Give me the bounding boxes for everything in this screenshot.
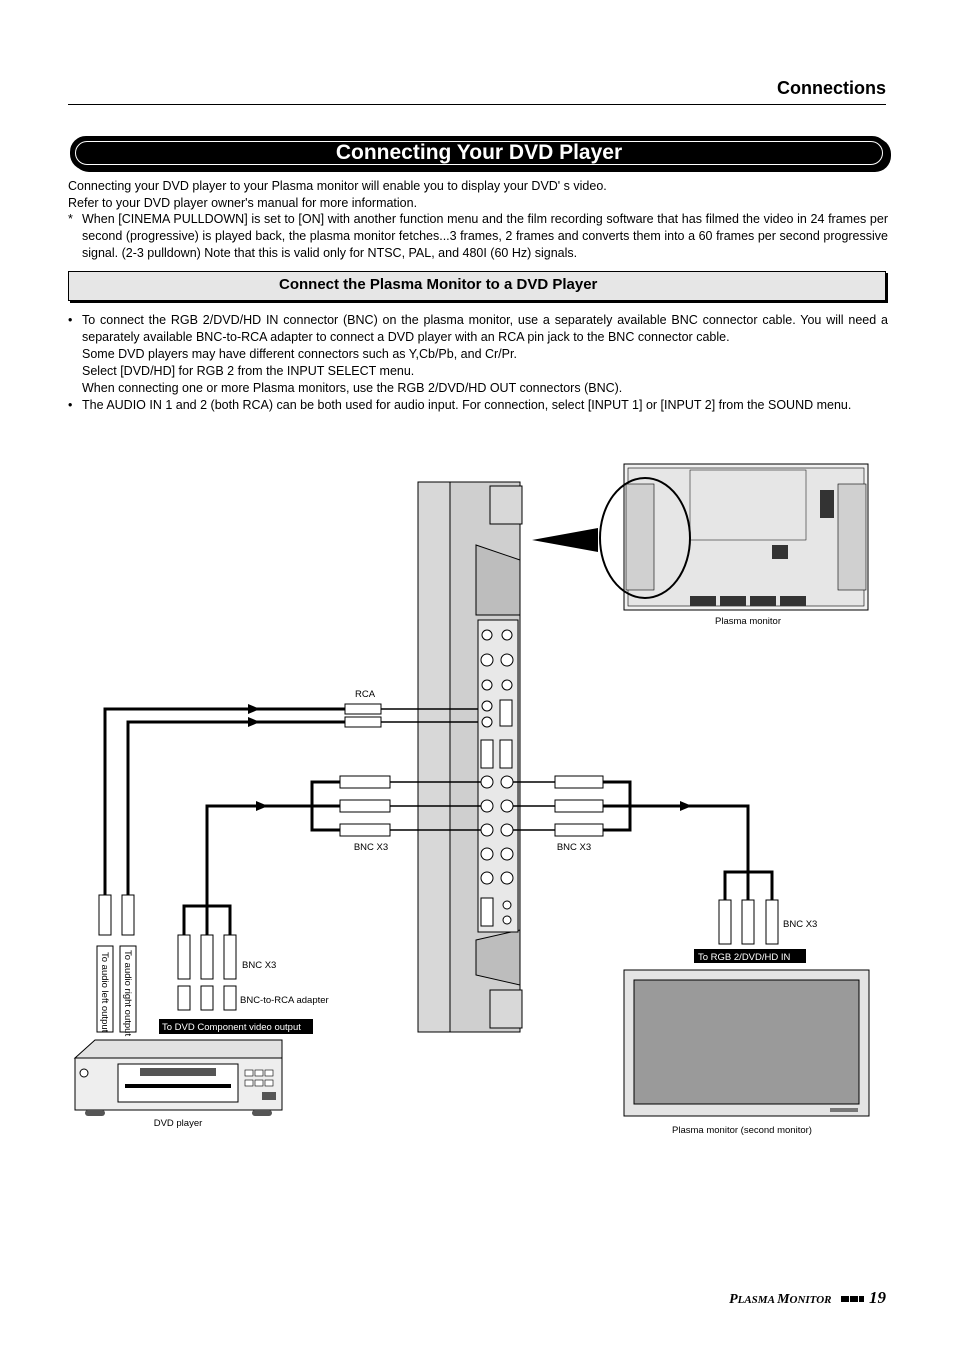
bullet-marker: •: [68, 313, 73, 327]
bullet-marker: •: [68, 398, 73, 412]
label-bnc-second: BNC X3: [783, 919, 818, 930]
label-plasma-monitor: Plasma monitor: [715, 616, 781, 627]
note-text: When [CINEMA PULLDOWN] is set to [ON] with another function menu and the film recording software that has filmed the video in 24 frames per second (progressive) is played back, the plasma monitor fetches...3 frames, 2 frames and converts them into a 60 frames per second progressive signal. (2-3 pulldown) Note that this is valid only for NTSC, PAL, and 480I (60 Hz) signals.: [82, 212, 888, 260]
footer-decoration-icon: [841, 1292, 865, 1307]
footer-product-initial-m: M: [777, 1292, 790, 1307]
label-bnc-right: BNC X3: [556, 842, 592, 853]
subsection-banner: [68, 271, 886, 301]
label-adapter: BNC-to-RCA adapter: [240, 995, 329, 1006]
header-rule: [68, 104, 886, 105]
label-rgb-in: To RGB 2/DVD/HD IN: [698, 952, 791, 963]
bnc-plugs-right: [555, 776, 603, 836]
footer-product-initial-p: P: [729, 1292, 738, 1307]
video-arrow-right: [680, 801, 692, 811]
footer-product-rest-1: LASMA: [737, 1294, 778, 1306]
connection-diagram: [0, 440, 954, 1160]
label-audio-left: To audio left output: [99, 952, 110, 1033]
bnc-plugs-second: [719, 900, 778, 944]
second-monitor: [624, 970, 869, 1116]
label-rca: RCA: [354, 689, 376, 700]
bnc-plugs-left: [340, 776, 390, 836]
intro-line-2: Refer to your DVD player owner's manual for more information.: [68, 196, 418, 210]
intro-line-1: Connecting your DVD player to your Plasma monitor will enable you to display your DVD' s video.: [68, 179, 607, 193]
bnc-plugs-dvd: [178, 935, 236, 1010]
page-title: Connecting Your DVD Player: [335, 141, 623, 164]
intro-note: [68, 211, 888, 262]
plasma-monitor-rear-view: [532, 464, 868, 610]
footer-product-rest-2: ONITOR: [789, 1294, 832, 1306]
label-second-monitor: Plasma monitor (second monitor): [672, 1125, 812, 1136]
video-cables-out: [603, 782, 772, 900]
page-footer: [729, 1288, 886, 1308]
bullet-text: The AUDIO IN 1 and 2 (both RCA) can be both used for audio input. For connection, select [INPUT 1] or [INPUT 2] from the SOUND menu.: [82, 398, 852, 412]
bullet-item: [68, 312, 888, 397]
bullet-text: Select [DVD/HD] for RGB 2 from the INPUT SELECT menu.: [82, 364, 415, 378]
bullet-text: To connect the RGB 2/DVD/HD IN connector (BNC) on the plasma monitor, use a separately available BNC connector cable. You will need a separately available BNC-to-RCA adapter to connect a DVD player with an RCA pin jack to the BNC connector cable.: [82, 313, 888, 344]
bullet-item: [68, 397, 888, 414]
note-asterisk: *: [68, 212, 73, 226]
bullet-text: When connecting one or more Plasma monitors, use the RGB 2/DVD/HD OUT connectors (BNC).: [82, 381, 623, 395]
subsection-title: Connect the Plasma Monitor to a DVD Player: [279, 276, 598, 293]
section-header: Connections: [776, 78, 886, 98]
label-dvd-component: To DVD Component video output: [162, 1022, 301, 1033]
dvd-player: [75, 1040, 282, 1116]
page-number: 19: [869, 1288, 886, 1307]
audio-plug-ends: [99, 895, 134, 935]
label-bnc-dvd: BNC X3: [242, 960, 277, 971]
label-bnc-left: BNC X3: [353, 842, 389, 853]
video-arrow-left: [256, 801, 268, 811]
plasma-monitor-side-view: [418, 482, 522, 1032]
bullet-list: [68, 312, 888, 414]
audio-arrows: [248, 704, 260, 727]
bullet-text: Some DVD players may have different connectors such as Y,Cb/Pb, and Cr/Pr.: [82, 347, 517, 361]
title-banner: [70, 136, 888, 170]
label-audio-right: To audio right output: [122, 950, 133, 1037]
label-dvd-player: DVD player: [153, 1118, 203, 1129]
audio-cables: [105, 709, 360, 895]
